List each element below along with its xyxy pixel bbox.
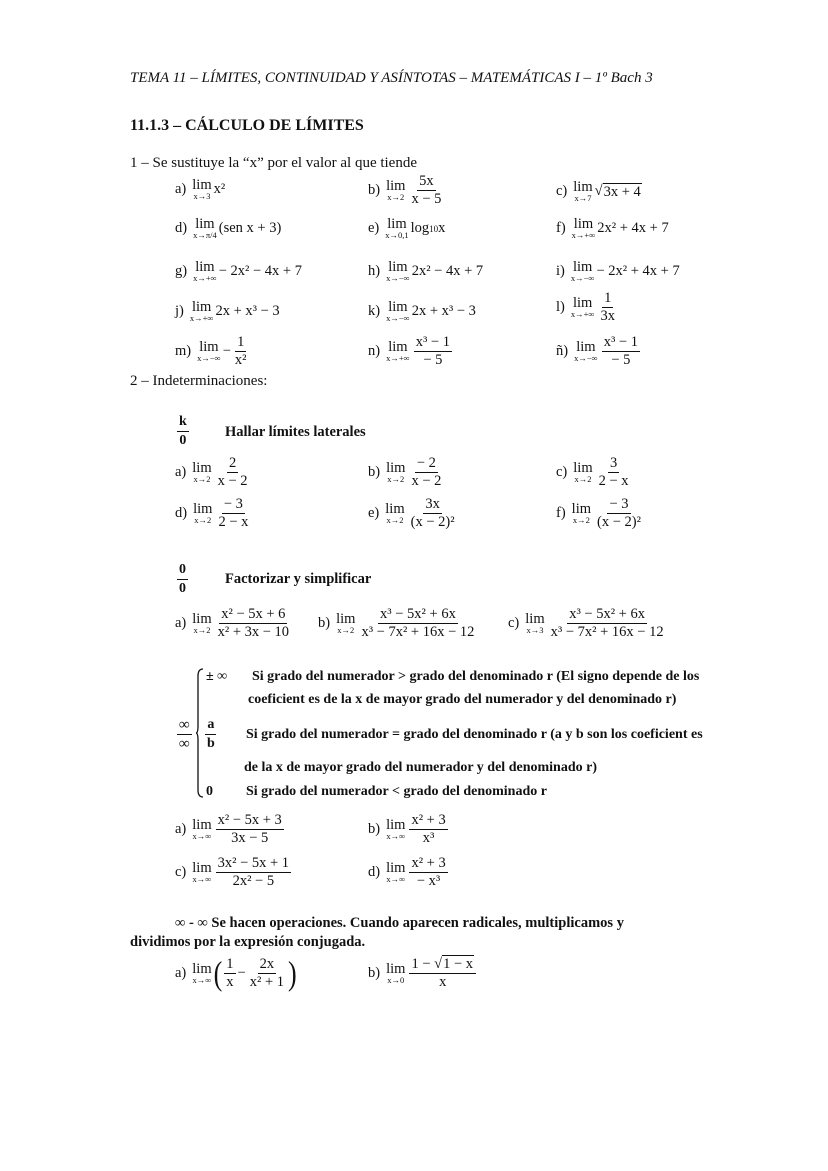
exercise-2-diff-b: b) lim x→0 $\frac{1 - √1 - x}{x}$ [368,956,478,991]
exercise-1f: f) lim x→+∞ 2x² + 4x + 7 [556,216,669,240]
exercise-2-inf-b: b) lim x→∞ $\frac{\text{x² + 3}}{\text{x³}}$ [368,812,446,846]
exercise-1a: a) lim x→3 x² [175,177,226,201]
exercise-2-inf-c: c) lim x→∞ $\frac{\text{3x² − 5x + 1}}{\text{2x² − 5}}$ [175,855,290,889]
k-over-zero-symbol: $\frac{k}{0}$ [179,414,187,448]
exercise-2-inf-d: d) lim x→∞ $\frac{\text{x² + 3}}{\text{− x³}}$ [368,855,446,889]
case3-text: Si grado del numerador < grado del denominado r [246,784,547,799]
inf-over-inf-symbol: ∞ ∞ [179,717,190,752]
case1-symbol: ± ∞ [206,669,228,684]
exercise-2-inf-a: a) lim x→∞ $\frac{\text{x² − 5x + 3}}{3x - 5}$ [175,812,282,846]
exercise-1i: i) lim x→−∞ − 2x² + 4x + 7 [556,259,680,283]
exercise-1d: d) lim x→π/4 (sen x + 3) [175,216,282,240]
exercise-1k: k) lim x→−∞ 2x + x³ − 3 [368,299,476,323]
case3-symbol: 0 [206,784,213,799]
zero-over-zero-title: Factorizar y simplificar [225,571,372,587]
exercise-1c: c) lim x→7 √ 3x + 4 [556,179,641,203]
case2-symbol: $\frac{a}{b}$ [207,717,215,751]
section-title: 11.1.3 – CÁLCULO DE LÍMITES [130,117,364,134]
case2-text: Si grado del numerador = grado del denominado r (a y b son los coeficient es [246,727,703,742]
exercise-1n: n) lim x→+∞ $\frac{\text{x³ − 1}}{- 5}$ [368,334,450,368]
exercise-2-diff-a: a) lim x→∞ ( $\frac{1}{x}$ − $\frac{2x}{\text{x² + 1}}$ ) [175,954,297,993]
exercise-1b: b) lim x→2 $\frac{5x}{x - 5}$ [368,173,442,207]
exercise-2-k0-e: e) lim x→2 $\frac{3x}{\text{(x − 2)²}}$ [368,496,455,530]
page-header: TEMA 11 – LÍMITES, CONTINUIDAD Y ASÍNTOTAS – MATEMÁTICAS I – 1º Bach 3 [130,70,653,86]
exercise-2-zz-b: b) lim x→2 $\frac{\text{x³ − 5x² + 6x}}{\text{x³ − 7x² + 16x − 12}}$ [318,606,475,640]
inf-minus-inf-title-cont: dividimos por la expresión conjugada. [130,934,366,950]
case2-text-cont: de la x de mayor grado del numerador y del denominado r) [244,760,597,775]
exercise-1m: m) lim x→−∞ − $\frac{1}{\text{x²}}$ [175,334,247,368]
exercise-1h: h) lim x→−∞ 2x² − 4x + 7 [368,259,484,283]
part2-intro: 2 – Indeterminaciones: [130,373,268,389]
k-over-zero-title: Hallar límites laterales [225,424,366,440]
exercise-2-k0-b: b) lim x→2 $\frac{- 2}{x - 2}$ [368,455,442,489]
exercise-1g: g) lim x→+∞ − 2x² − 4x + 7 [175,259,302,283]
exercise-2-k0-c: c) lim x→2 $\frac{3}{2 - x}$ [556,455,629,489]
exercise-1nn: ñ) lim x→−∞ $\frac{\text{x³ − 1}}{- 5}$ [556,334,638,368]
exercise-2-k0-f: f) lim x→2 $\frac{- 3}{\text{(x − 2)²}}$ [556,496,641,530]
exercise-2-k0-d: d) lim x→2 $\frac{- 3}{2 - x}$ [175,496,249,530]
zero-over-zero-symbol: $\frac{0}{0}$ [179,562,186,596]
case1-text-cont: coeficient es de la x de mayor grado del numerador y del denominado r) [248,692,677,707]
case1-text: Si grado del numerador > grado del denominado r (El signo depende de los [252,669,700,684]
exercise-2-zz-c: c) lim x→3 $\frac{\text{x³ − 5x² + 6x}}{\text{x³ − 7x² + 16x − 12}}$ [508,606,664,640]
exercise-1j: j) lim x→+∞ 2x + x³ − 3 [175,299,280,323]
exercise-2-zz-a: a) lim x→2 $\frac{\text{x² − 5x + 6}}{\text{x² + 3x − 10}}$ [175,606,290,640]
part1-intro: 1 – Se sustituye la “x” por el valor al que tiende [130,155,417,171]
cases-brace [196,668,204,798]
exercise-1e: e) lim x→0,1 log 10 x [368,216,446,240]
exercise-1l: l) lim x→+∞ $\frac{1}{3x}$ [556,290,615,324]
inf-minus-inf-title: ∞ - ∞ Se hacen operaciones. Cuando aparecen radicales, multiplicamos y [175,915,624,931]
exercise-2-k0-a: a) lim x→2 $\frac{2}{x - 2}$ [175,455,248,489]
